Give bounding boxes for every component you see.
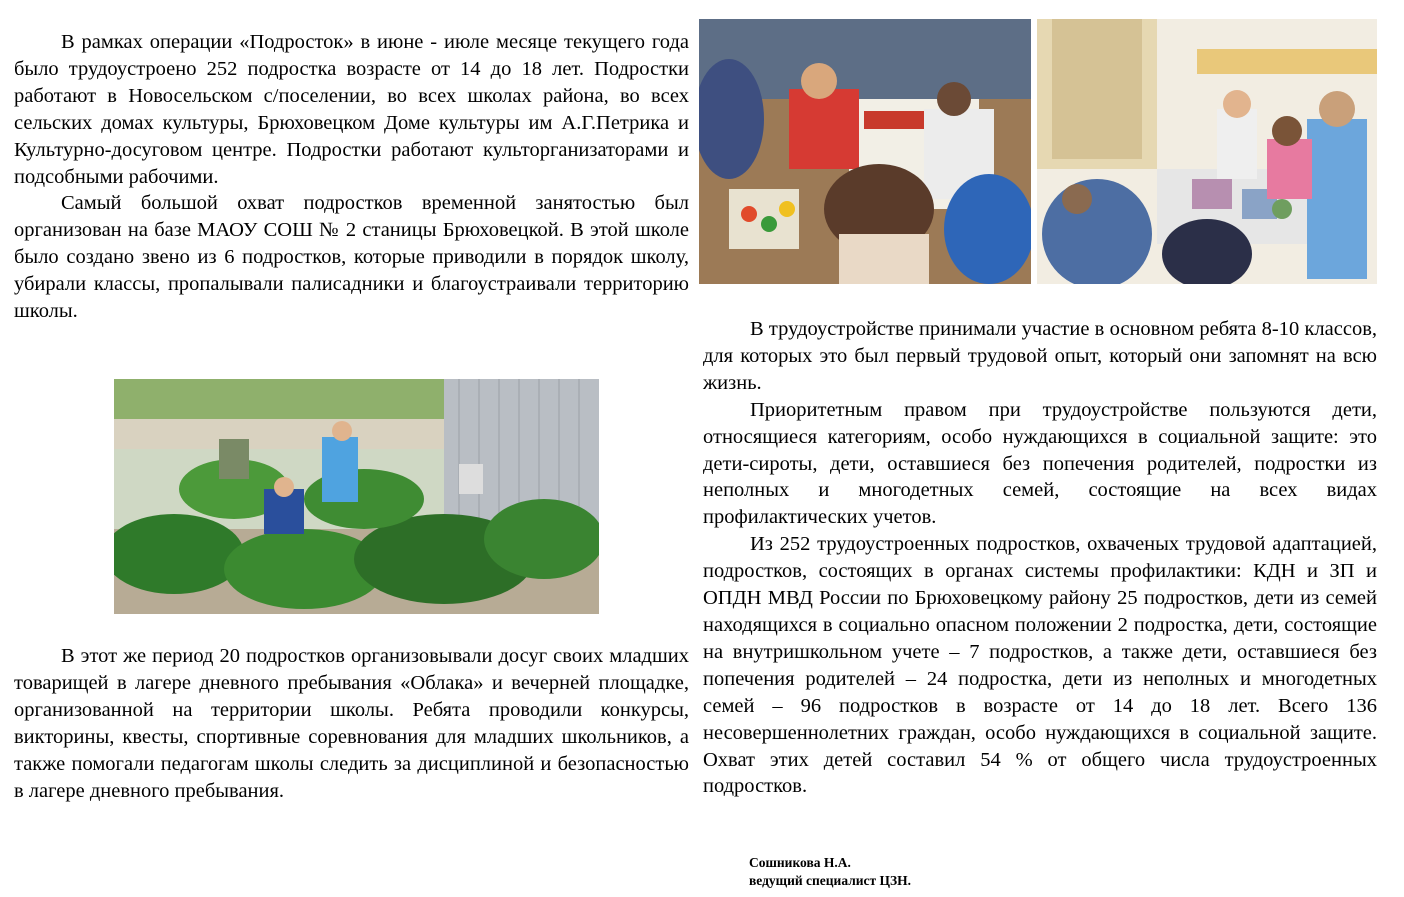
paragraph: В рамках операции «Подросток» в июне - июле месяце текущего года было трудоустроено 252 подростка возрасте от 14 до 18 лет. Подростки работают в Новосельском с/поселении, во всех школах района, во всех сельских домах культуры, Брюховецком Доме культуры им А.Г.Петрика и Культурно-досуговом центре. Подростки работают культорганизаторами и подсобными рабочими. <box>14 31 689 188</box>
paragraph: В этот же период 20 подростков организовывали досуг своих младших товарищей в лагере дневного пребывания «Облака» и вечерней площадке, организованной на территории школы. Ребята проводили конкурсы, викторины, квесты, спортивные соревнования для младших школьников, а также помогали педагогам школы следить за дисциплиной и безопасностью в лагере дневного пребывания. <box>14 645 689 802</box>
author-position: ведущий специалист ЦЗН. <box>749 873 912 888</box>
photo-children-at-table <box>1037 19 1377 284</box>
photo-children-drawing-poster <box>699 19 1031 284</box>
article-left-bottom <box>14 643 689 804</box>
paragraph: В трудоустройстве принимали участие в основном ребята 8-10 классов, для которых это был первый трудовой опыт, который они запомнят на всю жизнь. <box>703 318 1377 394</box>
author-name: Сошникова Н.А. <box>749 855 851 870</box>
author-signature <box>749 854 911 890</box>
paragraph: Из 252 трудоустроенных подростков, охваченых трудовой адаптацией, подростков, состоящих в органах системы профилактики: КДН и ЗП и ОПДН МВД России по Брюховецкому району 25 подростков, дети из семей находящихся в социально опасном положении 2 подростка, дети, состоящие на внутришкольном учете – 7 подростков, а также дети, оставшиеся без попечения родителей – 24 подростка, дети из неполных и многодетных семей – 96 подростков в возрасте от 14 до 18 лет. Всего 136 несовершеннолетних граждан, особо нуждающихся в социальной защите. Охват этих детей составил 54 % от общего числа трудоустроенных подростков. <box>703 533 1377 798</box>
paragraph: Приоритетным правом при трудоустройстве пользуются дети, относящиеся категориям, особо нуждающихся в социальной защите: это дети-сироты, дети, оставшиеся без попечения родителей, подростки из неполных и многодетных семей, состоящие на всех видах профилактических учетов. <box>703 398 1377 529</box>
article-right <box>703 316 1377 800</box>
photo-teens-weeding-garden <box>114 379 599 614</box>
paragraph: Самый большой охват подростков временной занятостью был организован на базе МАОУ СОШ № 2 станицы Брюховецкой. В этой школе было создано звено из 6 подростков, которые приводили в порядок школу, убирали классы, пропалывали палисадники и благоустраивали территорию школы. <box>14 192 689 323</box>
article-left-top <box>14 29 689 325</box>
